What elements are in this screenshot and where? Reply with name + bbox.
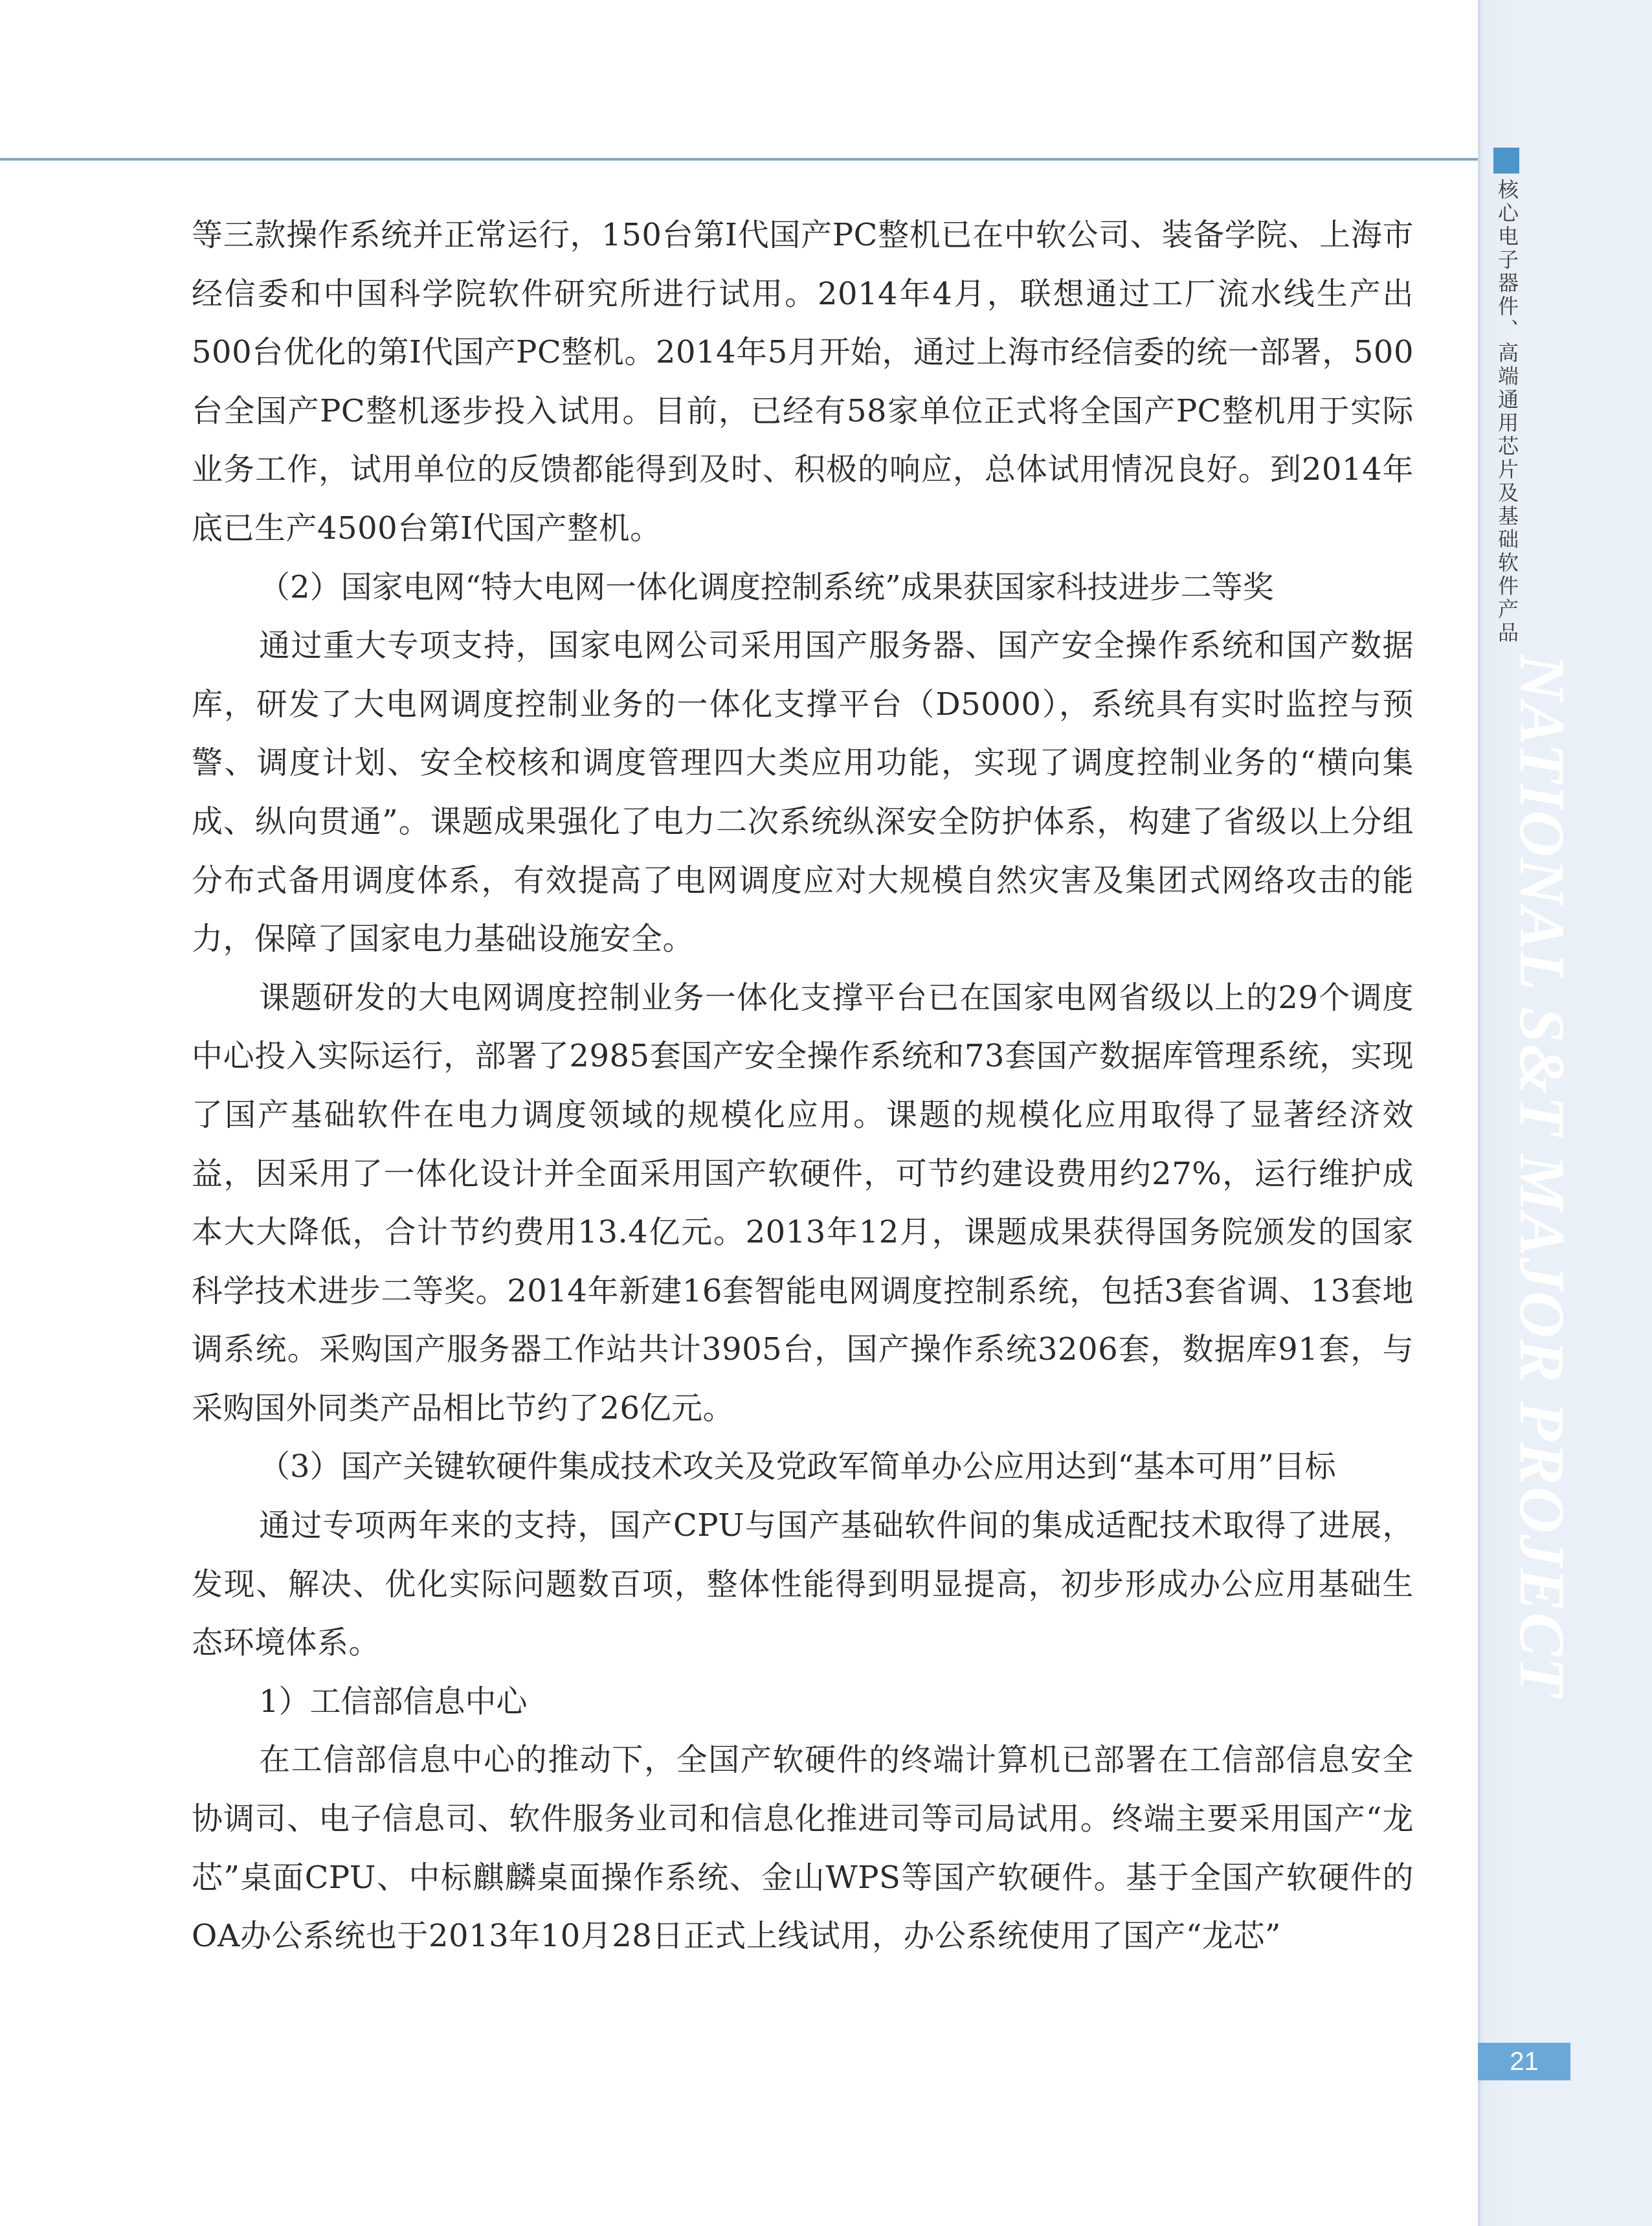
project-watermark: NATIONAL S&T MAJOR PROJECT: [1506, 654, 1578, 1698]
paragraph: 课题研发的大电网调度控制业务一体化支撑平台已在国家电网省级以上的29个调度中心投入实际运行，部署了2985套国产安全操作系统和73套国产数据库管理系统，实现了国产基础软件在电力调度领域的规模化应用。课题的规模化应用取得了显著经济效益，因采用了一体化设计并全面采用国产软硬件，可节约建设费用约27%，运行维护成本大大降低，合计节约费用13.4亿元。2013年12月，课题成果获得国务院颁发的国家科学技术进步二等奖。2014年新建16套智能电网调度控制系统，包括3套省调、13套地调系统。采购国产服务器工作站共计3905台，国产操作系统3206套，数据库91套，与采购国外同类产品相比节约了26亿元。: [192, 979, 1414, 1426]
paragraph: 等三款操作系统并正常运行，150台第I代国产PC整机已在中软公司、装备学院、上海市经信委和中国科学院软件研究所进行试用。2014年4月，联想通过工厂流水线生产出500台优化的第I代国产PC整机。2014年5月开始，通过上海市经信委的统一部署，500台全国产PC整机逐步投入试用。目前，已经有58家单位正式将全国产PC整机用于实际业务工作，试用单位的反馈都能得到及时、积极的响应，总体试用情况良好。到2014年底已生产4500台第I代国产整机。: [192, 217, 1414, 546]
section-heading: （3）国产关键软硬件集成技术攻关及党政军简单办公应用达到“基本可用”目标: [259, 1448, 1336, 1485]
side-band-edge: [1478, 0, 1480, 2226]
section-heading: （2）国家电网“特大电网一体化调度控制系统”成果获国家科技进步二等奖: [259, 568, 1274, 605]
section-marker-square: [1493, 148, 1519, 174]
page-number: 21: [1478, 2043, 1570, 2080]
paragraph: 在工信部信息中心的推动下，全国产软硬件的终端计算机已部署在工信部信息安全协调司、电子信息司、软件服务业司和信息化推进司等司局试用。终端主要采用国产“龙芯”桌面CPU、中标麒麟桌面操作系统、金山WPS等国产软硬件。基于全国产软硬件的OA办公系统也于2013年10月28日正式上线试用，办公系统使用了国产“龙芯”: [192, 1742, 1414, 1955]
section-caption: 核心电子器件、高端通用芯片及基础软件产品: [1495, 179, 1519, 645]
paragraph: 通过专项两年来的支持，国产CPU与国产基础软件间的集成适配技术取得了进展，发现、解决、优化实际问题数百项，整体性能得到明显提高，初步形成办公应用基础生态环境体系。: [192, 1507, 1414, 1661]
paragraph: 通过重大专项支持，国家电网公司采用国产服务器、国产安全操作系统和国产数据库，研发了大电网调度控制业务的一体化支撑平台（D5000），系统具有实时监控与预警、调度计划、安全校核和调度管理四大类应用功能，实现了调度控制业务的“横向集成、纵向贯通”。课题成果强化了电力二次系统纵深安全防护体系，构建了省级以上分组分布式备用调度体系，有效提高了电网调度应对大规模自然灾害及集团式网络攻击的能力，保障了国家电力基础设施安全。: [192, 627, 1414, 958]
body-text: [192, 206, 1414, 1966]
header-rule: [0, 158, 1478, 161]
subsection-heading: 1）工信部信息中心: [259, 1683, 528, 1720]
